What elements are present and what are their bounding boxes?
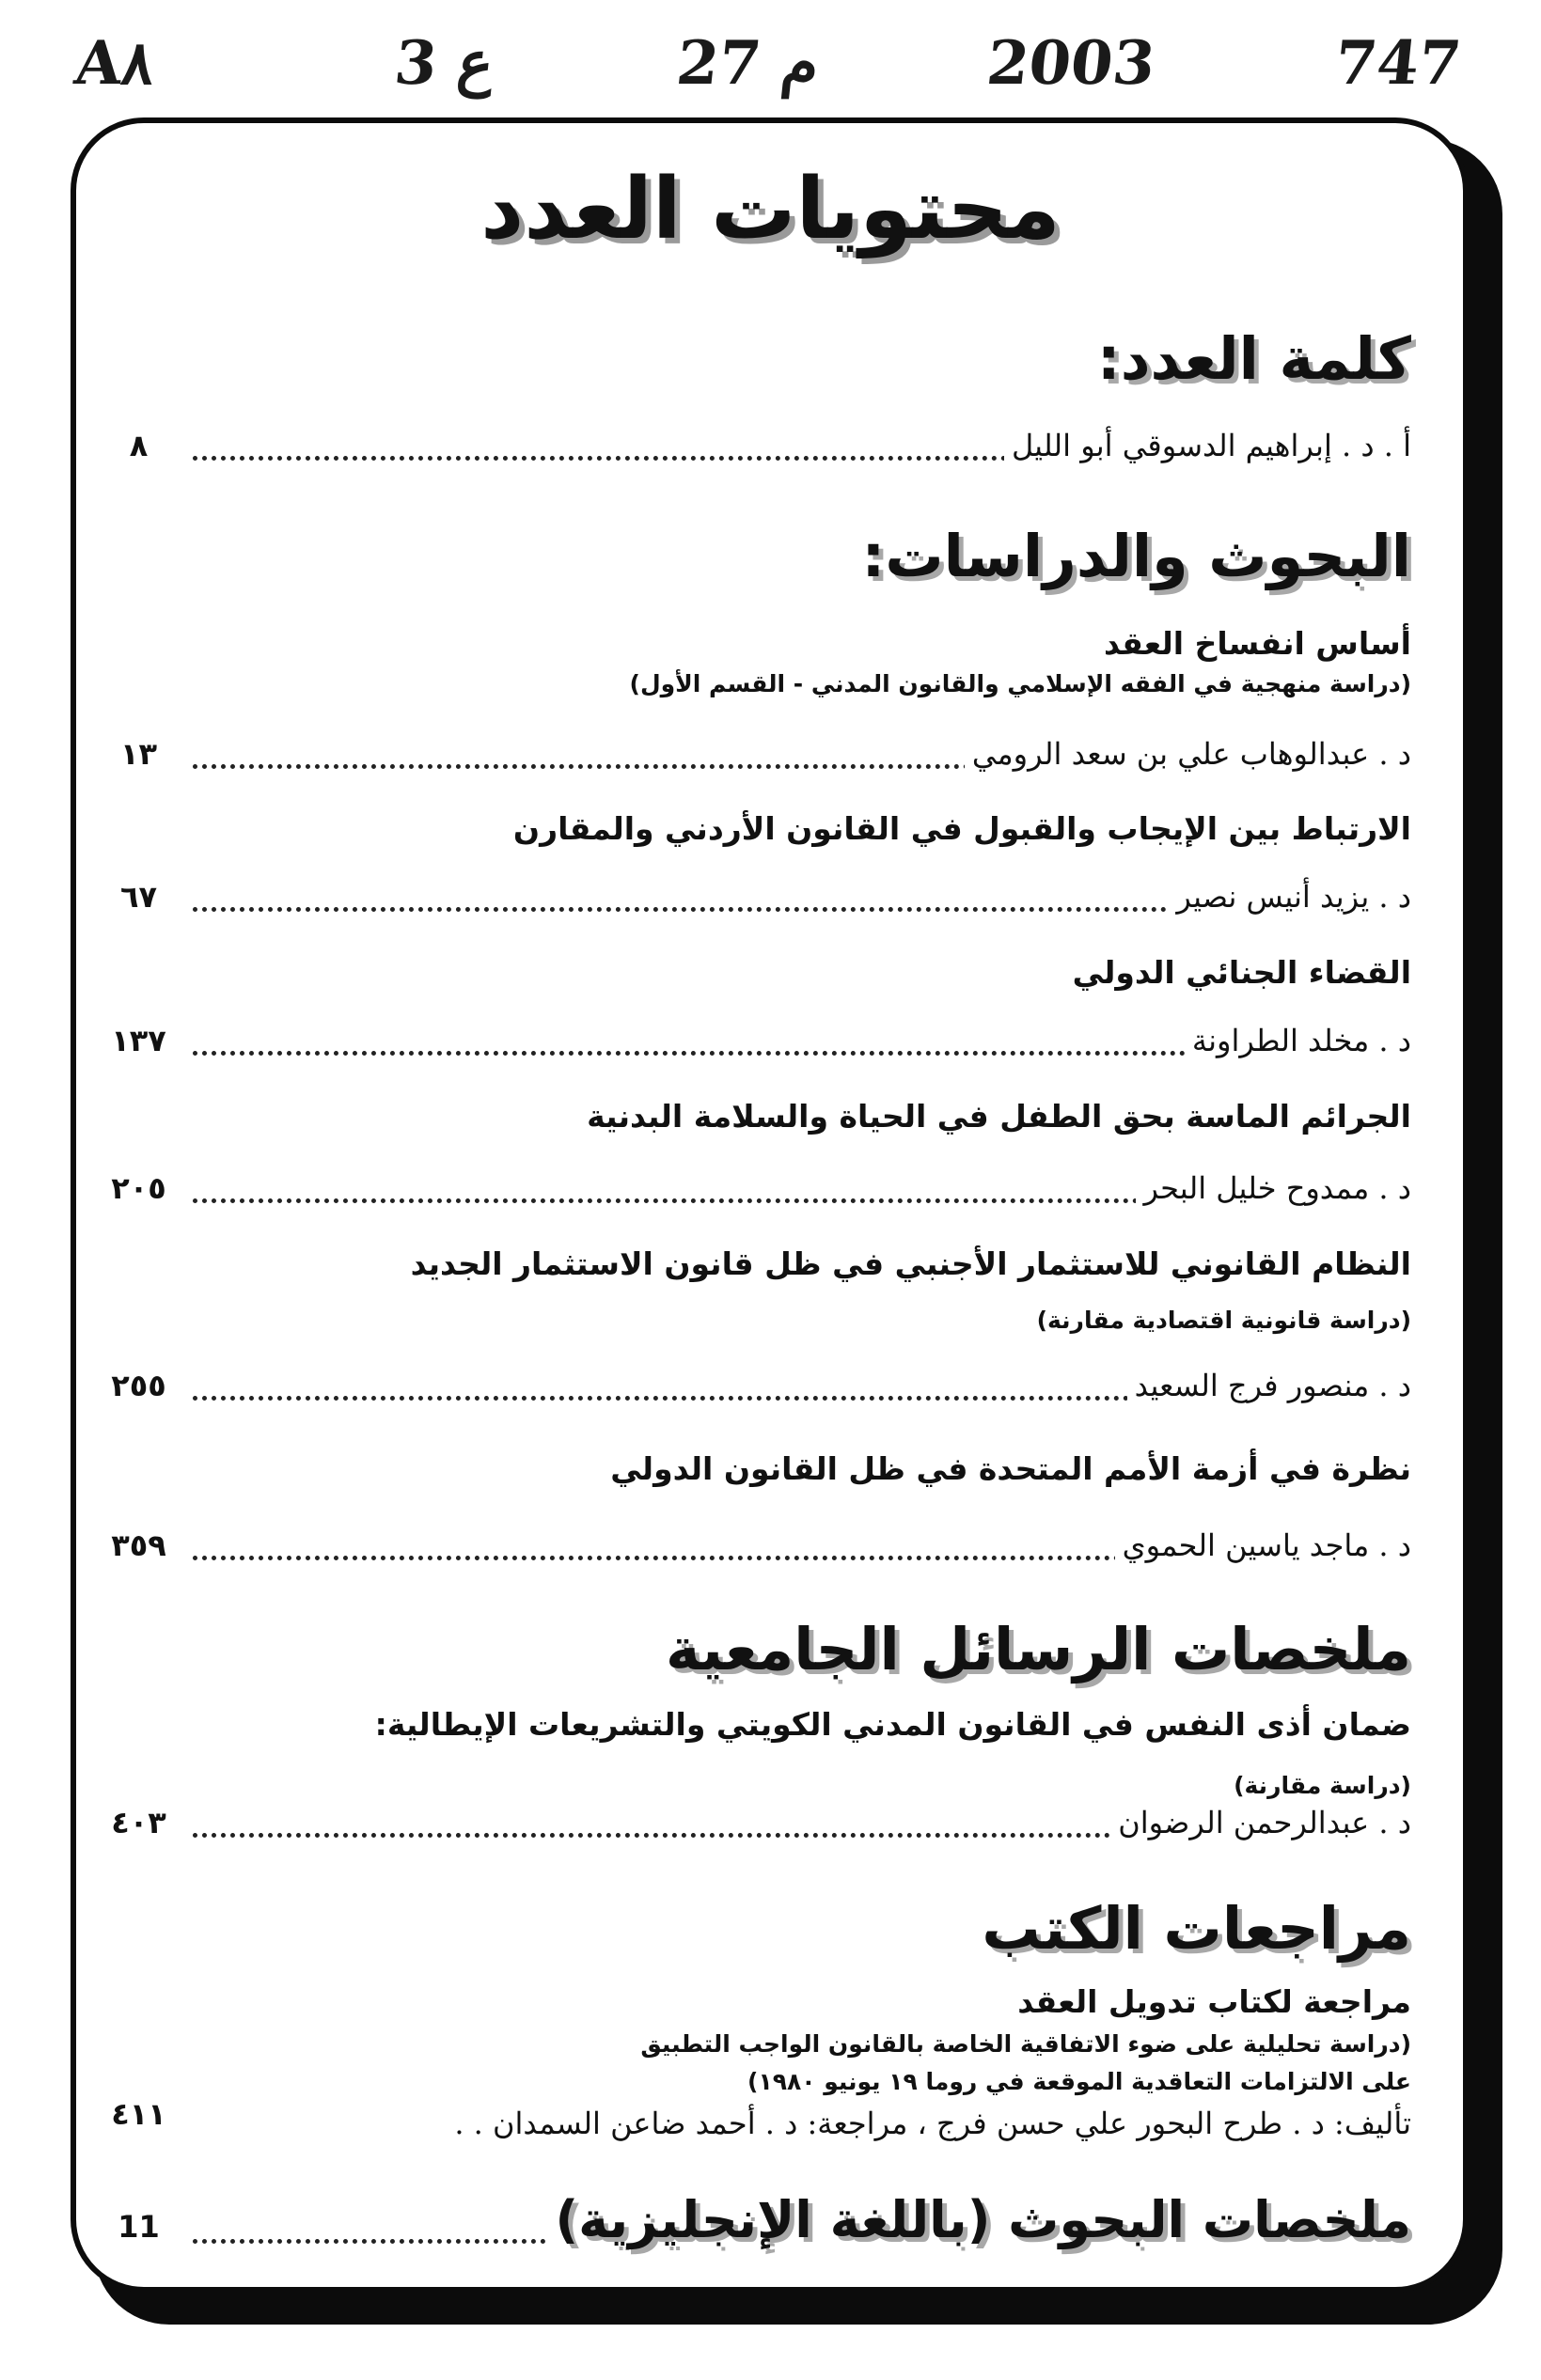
entry-author: د . منصور فرج السعيد xyxy=(1127,1368,1411,1403)
article-subtitle-1: (دراسة منهجية في الفقه الإسلامي والقانون المدني - القسم الأول) xyxy=(629,670,1411,697)
toc-entry-3[interactable] xyxy=(89,1023,1411,1070)
toc-entry-english[interactable] xyxy=(89,2190,1411,2267)
entry-page-number: 11 xyxy=(89,2209,188,2245)
entry-page-number: ١٣٧ xyxy=(89,1023,188,1058)
entry-page-number: ٢٠٥ xyxy=(89,1170,188,1206)
toc-entry-1[interactable] xyxy=(89,736,1411,783)
entry-author: د . مخلد الطراونة xyxy=(1185,1023,1411,1058)
section-editorial: كلمة العدد: xyxy=(1096,324,1411,393)
toc-entry-5[interactable] xyxy=(89,1368,1411,1415)
toc-entry-4[interactable] xyxy=(89,1170,1411,1217)
entry-author: د . عبدالوهاب علي بن سعد الرومي xyxy=(965,736,1411,772)
entry-page-number: ٣٥٩ xyxy=(89,1527,188,1563)
article-title-3: القضاء الجنائي الدولي xyxy=(1072,954,1411,991)
thesis-subtitle: (دراسة مقارنة) xyxy=(1234,1772,1411,1799)
review-title: مراجعة لكتاب تدويل العقد xyxy=(1017,1983,1411,2020)
handwritten-note-3: 27 م xyxy=(673,28,823,99)
handwritten-note-5: 747 xyxy=(1331,28,1465,99)
article-title-4: الجرائم الماسة بحق الطفل في الحياة والسلامة البدنية xyxy=(587,1098,1411,1135)
entry-page-number: ٢٥٥ xyxy=(89,1368,188,1403)
toc-entry-thesis[interactable] xyxy=(89,1805,1411,1852)
entry-page-number: ١٣ xyxy=(89,736,188,772)
entry-author: د . عبدالرحمن الرضوان xyxy=(1110,1805,1411,1840)
article-title-2: الارتباط بين الإيجاب والقبول في القانون الأردني والمقارن xyxy=(512,810,1411,847)
toc-entry-review[interactable] xyxy=(89,2096,1411,2153)
article-subtitle-5: (دراسة قانونية اقتصادية مقارنة) xyxy=(1036,1307,1411,1334)
thesis-title: ضمان أذى النفس في القانون المدني الكويتي والتشريعات الإيطالية: xyxy=(374,1706,1411,1743)
handwritten-note-4: 2003 xyxy=(983,28,1159,99)
toc-entry-6[interactable] xyxy=(89,1527,1411,1574)
article-title-6: نظرة في أزمة الأمم المتحدة في ظل القانون الدولي xyxy=(610,1450,1411,1487)
entry-author: د . ممدوح خليل البحر xyxy=(1136,1170,1411,1206)
entry-page-number: ٤٠٣ xyxy=(89,1805,188,1840)
section-research: البحوث والدراسات: xyxy=(861,522,1411,590)
entry-author: د . ماجد ياسين الحموي xyxy=(1115,1527,1411,1563)
article-title-1: أساس انفساخ العقد xyxy=(1103,625,1411,662)
review-subtitle-1: (دراسة تحليلية على ضوء الاتفاقية الخاصة بالقانون الواجب التطبيق xyxy=(640,2030,1411,2058)
entry-page-number: ٨ xyxy=(89,428,188,463)
entry-author: تأليف: د . طرح البحور علي حسن فرج ، مراجعة: د . أحمد ضاعن السمدان . . xyxy=(447,2106,1411,2141)
entry-page-number: ٦٧ xyxy=(89,879,188,915)
entry-author: د . يزيد أنيس نصير xyxy=(1169,879,1411,915)
toc-entry-editorial[interactable] xyxy=(89,428,1411,475)
section-english-abstracts: ملخصات البحوث (باللغة الإنجليزية) xyxy=(548,2190,1412,2249)
page-title: محتويات العدد xyxy=(480,160,1061,258)
entry-author: أ . د . إبراهيم الدسوقي أبو الليل xyxy=(1004,428,1411,463)
entry-page-number: ٤١١ xyxy=(89,2096,188,2132)
handwritten-note-2: 3 ع xyxy=(391,28,497,99)
review-subtitle-2: على الالتزامات التعاقدية الموقعة في روما ١٩ يونيو ١٩٨٠) xyxy=(747,2068,1411,2095)
handwritten-note-1: A٨ xyxy=(71,28,158,99)
article-title-5: النظام القانوني للاستثمار الأجنبي في ظل قانون الاستثمار الجديد xyxy=(410,1245,1411,1282)
section-theses: ملخصات الرسائل الجامعية xyxy=(666,1615,1411,1683)
section-reviews: مراجعات الكتب xyxy=(982,1894,1411,1963)
toc-entry-2[interactable] xyxy=(89,879,1411,926)
